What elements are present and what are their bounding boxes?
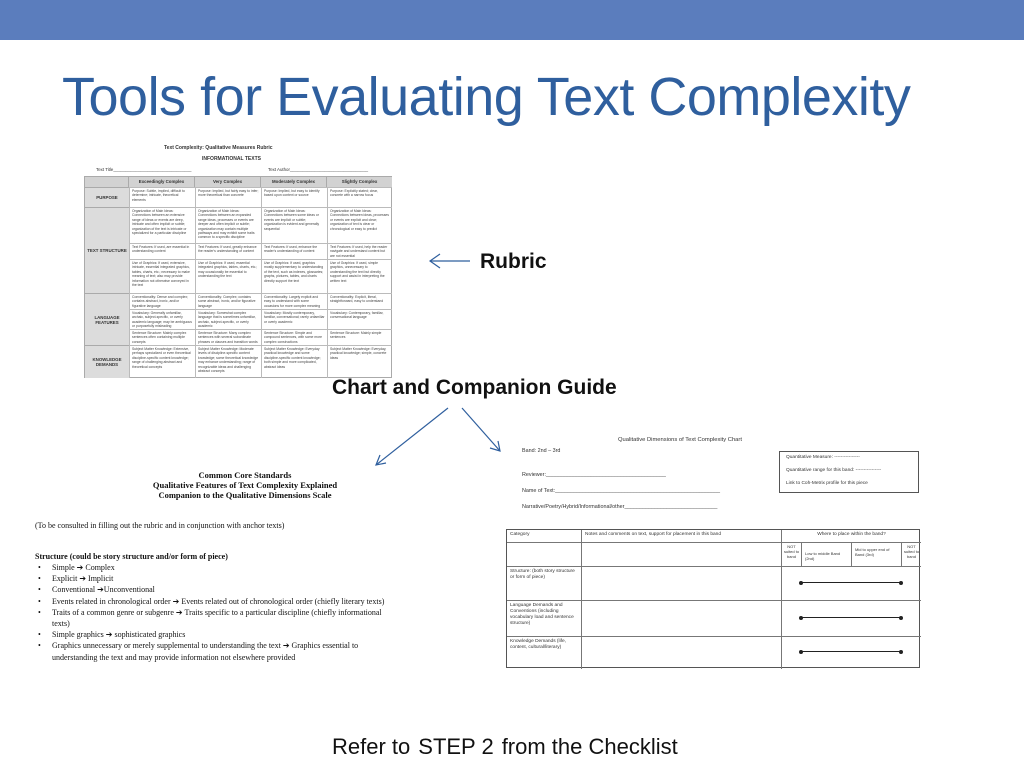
rubric-cell: Subject Matter Knowledge: Everyday, practical knowledge; simple, concrete ideas bbox=[327, 345, 392, 378]
rubric-column-header: Exceedingly Complex bbox=[129, 177, 195, 187]
rubric-cell: Subject Matter Knowledge: Moderate levels of discipline-specific content knowledge; some theoretical knowledge may enhance understanding; range of recognizable ideas and challenging abstract concepts bbox=[195, 345, 261, 378]
rubric-column-header: Moderately Complex bbox=[261, 177, 327, 187]
placement-range-line bbox=[801, 582, 901, 583]
rubric-cell: Organization of Main Ideas: Connections between some ideas or events are implicit or subtle; organization is evident and generally sequential bbox=[261, 207, 327, 243]
rubric-corner-cell bbox=[85, 177, 129, 187]
chart-subheader-not-suited-right: NOT suited to band bbox=[901, 542, 921, 566]
coh-metrix-link-line: Link to Coh-Metrix profile for this piece bbox=[786, 481, 868, 486]
chart-subheader-not-suited-left: NOT suited to band bbox=[781, 542, 801, 566]
rubric-row-label: LANGUAGE FEATURES bbox=[85, 293, 129, 345]
rubric-text-title-field: Text Title________________________________ bbox=[96, 167, 192, 172]
chart-header-placement: Where to place within the band? bbox=[781, 530, 921, 542]
rubric-thumbnail bbox=[84, 144, 392, 378]
guide-bullet-item: • Simple graphics ➔ sophisticated graphics bbox=[52, 630, 185, 639]
chart-row-notes-cell bbox=[581, 566, 781, 600]
guide-title-line-1: Common Core Standards bbox=[198, 470, 292, 480]
rubric-cell: Sentence Structure: Mainly complex sentences often containing multiple concepts bbox=[129, 329, 195, 345]
quantitative-measure-line: Quantitative Measure: ---------------- bbox=[786, 455, 860, 460]
rubric-cell: Organization of Main Ideas: Connections between ideas, processes or events are explicit and clear; organization of text is clear or chronological or easy to predict bbox=[327, 207, 392, 243]
rubric-cell: Conventionality: Dense and complex; contains abstract, ironic, and/or figurative language bbox=[129, 293, 195, 309]
chart-row-language-label: Language Demands and Conventions (including vocabulary load and sentence structure) bbox=[507, 600, 581, 636]
chart-header-category: Category bbox=[510, 532, 530, 537]
guide-title-line-3: Companion to the Qualitative Dimensions Scale bbox=[158, 490, 332, 500]
guide-title-line-2: Qualitative Features of Text Complexity Explained bbox=[152, 480, 338, 490]
footer-part-1: Refer to bbox=[332, 734, 411, 759]
footer-instruction bbox=[332, 734, 686, 760]
chart-placement-table bbox=[506, 529, 920, 668]
rubric-cell: Vocabulary: Mostly contemporary, familiar, conversational; rarely unfamiliar or overly academic bbox=[261, 309, 327, 329]
chart-row-notes-cell bbox=[581, 600, 781, 636]
rubric-cell: Purpose: Subtle, implied, difficult to determine; intricate, theoretical elements bbox=[129, 187, 195, 207]
rubric-title: Text Complexity: Qualitative Measures Rubric bbox=[164, 145, 273, 151]
placement-range-line bbox=[801, 617, 901, 618]
chart-title: Qualitative Dimensions of Text Complexity Chart bbox=[618, 437, 742, 443]
rubric-cell: Conventionality: Largely explicit and easy to understand with some occasions for more complex meaning bbox=[261, 293, 327, 309]
chart-band-field: Band: 2nd – 3rd bbox=[522, 448, 561, 454]
rubric-cell: Text Features: If used, enhance the reader's understanding of content bbox=[261, 243, 327, 259]
rubric-cell: Purpose: Implied, but fairly easy to infer; more theoretical than concrete bbox=[195, 187, 261, 207]
rubric-cell: Subject Matter Knowledge: Everyday practical knowledge and some discipline-specific content knowledge; both simple and more complicated, abstract ideas bbox=[261, 345, 327, 378]
guide-bullet-item: • Graphics unnecessary or merely supplemental to understanding the text ➔ Graphics essential to bbox=[52, 641, 358, 650]
guide-bullet-item: • Simple ➔ Complex bbox=[52, 563, 115, 572]
rubric-cell: Text Features: If used, are essential in understanding content bbox=[129, 243, 195, 259]
rubric-cell: Sentence Structure: Many complex sentences with several subordinate phrases or clauses and transition words bbox=[195, 329, 261, 345]
chart-subheader-spacer bbox=[507, 542, 581, 566]
chart-quantitative-box bbox=[779, 451, 919, 493]
chart-arrow bbox=[462, 408, 500, 451]
rubric-subtitle: INFORMATIONAL TEXTS bbox=[202, 156, 261, 162]
rubric-cell: Vocabulary: Contemporary, familiar, conversational language bbox=[327, 309, 392, 329]
rubric-arrow bbox=[430, 254, 470, 268]
footer-part-2: STEP 2 bbox=[418, 734, 494, 759]
chart-subheader-spacer bbox=[581, 542, 781, 566]
rubric-cell: Vocabulary: Somewhat complex language that is sometimes unfamiliar, archaic, subject-specific, or overly academic bbox=[195, 309, 261, 329]
chart-text-type-field: Narrative/Poetry/Hybrid/Informational/other_______________________________ bbox=[522, 504, 718, 510]
chart-row-knowledge-label: Knowledge Demands (life, content, cultural/literary) bbox=[507, 636, 581, 669]
rubric-cell: Use of Graphics: If used, simple graphics, unnecessary to understanding the text but directly support and assist in interpreting the written text bbox=[327, 259, 392, 293]
guide-arrow bbox=[376, 408, 448, 465]
rubric-cell: Conventionality: Explicit, literal, straightforward, easy to understand bbox=[327, 293, 392, 309]
rubric-cell: Text Features: If used, help the reader navigate and understand content but are not essential bbox=[327, 243, 392, 259]
rubric-cell: Purpose: Explicitly stated; clear, concrete with a narrow focus bbox=[327, 187, 392, 207]
rubric-cell: Text Features: If used, greatly enhance the reader's understanding of content bbox=[195, 243, 261, 259]
guide-bullet-item: • Conventional ➔Unconventional bbox=[52, 585, 155, 594]
top-accent-bar bbox=[0, 0, 1024, 40]
rubric-table bbox=[84, 176, 392, 378]
chart-header-notes: Notes and comments on text, support for placement in this band bbox=[581, 530, 781, 542]
guide-note: (To be consulted in filling out the rubric and in conjunction with anchor texts) bbox=[35, 521, 285, 530]
chart-name-of-text-field: Name of Text:_______________________________________________________ bbox=[522, 488, 721, 494]
rubric-cell: Sentence Structure: Mainly simple sentences bbox=[327, 329, 392, 345]
quantitative-range-line: Quantitative range for this band: ---------------- bbox=[786, 468, 882, 473]
guide-bullet-item: understanding the text and may provide information not elsewhere provided bbox=[52, 652, 296, 662]
companion-guide-thumbnail bbox=[30, 466, 460, 666]
rubric-cell: Organization of Main Ideas: Connections between an expanded range ideas, processes or events are deeper and often implicit or subtle; organization may contain multiple pathways and may exhibit some traits common to a specific discipline bbox=[195, 207, 261, 243]
chart-guide-label: Chart and Companion Guide bbox=[332, 376, 617, 399]
rubric-cell: Vocabulary: Generally unfamiliar, archaic, subject-specific, or overly academic language; may be ambiguous or purposefully misleading bbox=[129, 309, 195, 329]
rubric-column-header: Slightly Complex bbox=[327, 177, 392, 187]
chart-row-structure-label: Structure: (both story structure or form of piece) bbox=[507, 566, 581, 600]
complexity-chart-thumbnail bbox=[506, 436, 920, 668]
rubric-row-label: KNOWLEDGE DEMANDS bbox=[85, 345, 129, 378]
rubric-cell: Use of Graphics: If used, extensive, intricate, essential integrated graphics, tables, charts, etc.; necessary to make meaning of text; also may provide information not otherwise conveyed in the text bbox=[129, 259, 195, 293]
chart-subheader-low-middle: Low to middle Band (2nd) bbox=[801, 542, 851, 566]
rubric-cell: Use of Graphics: If used, graphics mostly supplementary to understanding of the text, such as indexes, glossaries; graphs, pictures, tables, and charts directly support the text bbox=[261, 259, 327, 293]
rubric-cell: Sentence Structure: Simple and compound sentences, with some more complex constructions bbox=[261, 329, 327, 345]
rubric-cell: Purpose: Implied, but easy to identify based upon context or source bbox=[261, 187, 327, 207]
rubric-text-author-field: Text Author________________________________ bbox=[268, 167, 369, 172]
chart-row-notes-cell bbox=[581, 636, 781, 669]
rubric-cell: Organization of Main Ideas: Connections between an extensive range of ideas or events are deep, intricate and often implicit or subtle; organization of the text is intricate or specialized for a particular discipline bbox=[129, 207, 195, 243]
rubric-cell: Conventionality: Complex; contains some abstract, ironic, and/or figurative language bbox=[195, 293, 261, 309]
rubric-row-label: TEXT STRUCTURE bbox=[85, 207, 129, 293]
rubric-label: Rubric bbox=[480, 250, 547, 273]
guide-bullet-item: texts) bbox=[52, 619, 70, 628]
rubric-row-label: PURPOSE bbox=[85, 187, 129, 207]
guide-bullet-item: • Traits of a common genre or subgenre ➔ Traits specific to a particular discipline (chiefly informational bbox=[52, 608, 382, 617]
rubric-column-header: Very Complex bbox=[195, 177, 261, 187]
guide-bullet-item: • Events related in chronological order ➔ Events related out of chronological order (chiefly literary texts) bbox=[52, 597, 384, 606]
chart-reviewer-field: Reviewer:________________________________________ bbox=[522, 472, 666, 478]
placement-range-line bbox=[801, 651, 901, 652]
chart-subheader-mid-upper: Mid to upper end of Band (3rd) bbox=[851, 542, 901, 566]
slide-title: Tools for Evaluating Text Complexity bbox=[62, 67, 911, 127]
rubric-cell: Use of Graphics: If used, essential integrated graphics, tables, charts, etc.; may occasionally be essential to understanding the text bbox=[195, 259, 261, 293]
rubric-cell: Subject Matter Knowledge: Extensive, perhaps specialized or even theoretical discipline-specific content knowledge; range of challenging abstract and theoretical concepts bbox=[129, 345, 195, 378]
footer-part-3: from the Checklist bbox=[501, 734, 678, 759]
guide-bullet-item: • Explicit ➔ Implicit bbox=[52, 574, 113, 583]
guide-section-heading: Structure (could be story structure and/or form of piece) bbox=[35, 552, 228, 561]
